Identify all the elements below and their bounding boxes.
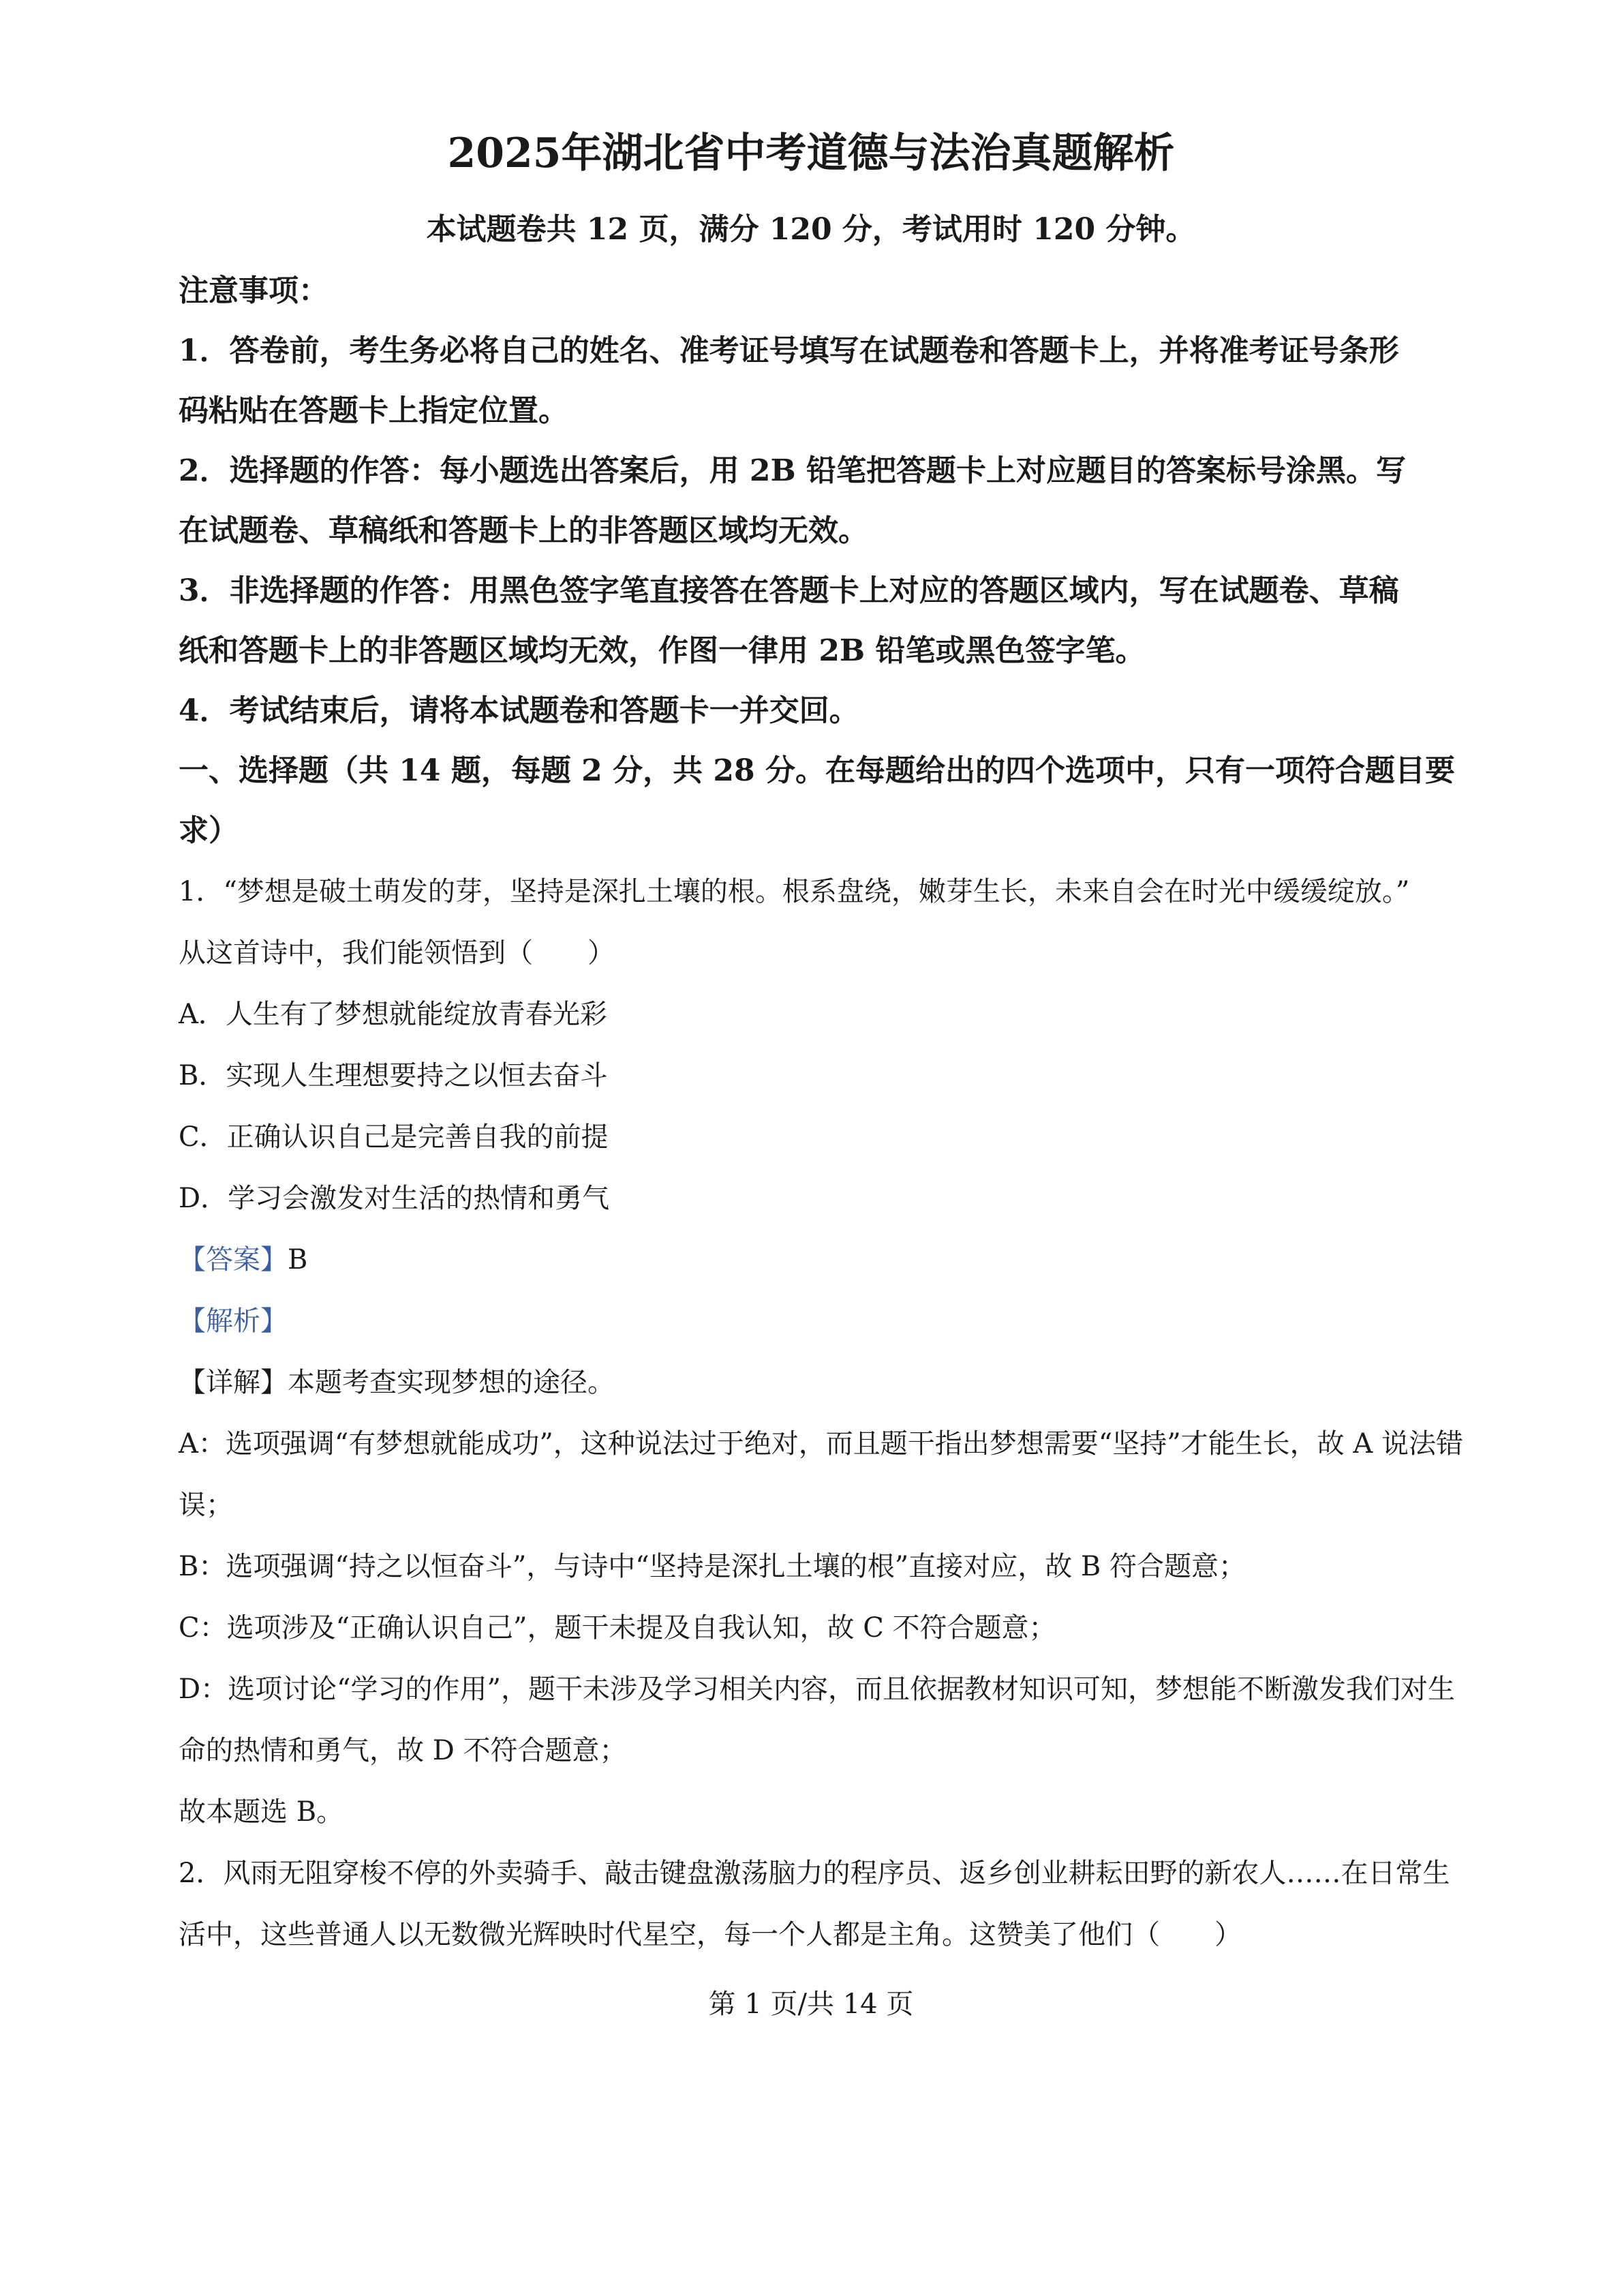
q2-stem: 2．风雨无阻穿梭不停的外卖骑手、敲击键盘激荡脑力的程序员、返乡创业耕耘田野的新农人……在日常生: [179, 1858, 1450, 1889]
notice-line: 纸和答题卡上的非答题区域均无效，作图一律用 2B 铅笔或黑色签字笔。: [179, 633, 1146, 668]
q1-detail: 【详解】本题考查实现梦想的途径。: [179, 1367, 615, 1398]
q1-option-b: B．实现人生理想要持之以恒去奋斗: [179, 1060, 608, 1091]
notice-line: 2．选择题的作答：每小题选出答案后，用 2B 铅笔把答题卡上对应题目的答案标号涂黑。写: [179, 453, 1407, 488]
answer-value: B: [288, 1244, 308, 1275]
q1-explanation-d-cont: 命的热情和勇气，故 D 不符合题意；: [179, 1735, 627, 1766]
q1-explanation-d: D：选项讨论“学习的作用”，题干未涉及学习相关内容，而且依据教材知识可知，梦想能不断激发我们对生: [179, 1674, 1455, 1705]
q1-conclusion: 故本题选 B。: [179, 1796, 344, 1828]
notice-line: 1．答卷前，考生务必将自己的姓名、准考证号填写在试题卷和答题卡上，并将准考证号条形: [179, 333, 1399, 368]
notice-line: 3．非选择题的作答：用黑色签字笔直接答在答题卡上对应的答题区域内，写在试题卷、草稿: [179, 573, 1399, 608]
q1-option-d: D．学习会激发对生活的热情和勇气: [179, 1183, 610, 1214]
q1-answer: [179, 1246, 307, 1273]
exam-info: 本试题卷共 12 页，满分 120 分，考试用时 120 分钟。: [426, 212, 1196, 247]
q1-stem-cont: 从这首诗中，我们能领悟到（ ）: [179, 937, 615, 969]
q2-stem-cont: 活中，这些普通人以无数微光辉映时代星空，每一个人都是主角。这赞美了他们（ ）: [179, 1919, 1242, 1950]
section-heading: 一、选择题（共 14 题，每题 2 分，共 28 分。在每题给出的四个选项中，只有一项符合题目要: [179, 753, 1455, 788]
q1-explanation-b: B：选项强调“持之以恒奋斗”，与诗中“坚持是深扎土壤的根”直接对应，故 B 符合题意；: [179, 1551, 1246, 1582]
analysis-label: 【解析】: [179, 1305, 288, 1337]
notice-line: 在试题卷、草稿纸和答题卡上的非答题区域均无效。: [179, 513, 868, 548]
q1-option-c: C．正确认识自己是完善自我的前提: [179, 1121, 609, 1153]
q1-stem: 1．“梦想是破土萌发的芽，坚持是深扎土壤的根。根系盘绕，嫩芽生长，未来自会在时光中缓缓绽放。”: [179, 876, 1410, 907]
q1-explanation-c: C：选项涉及“正确认识自己”，题干未提及自我认知，故 C 不符合题意；: [179, 1612, 1056, 1644]
page-footer: 第 1 页/共 14 页: [708, 1989, 914, 2020]
notice-heading: 注意事项：: [179, 273, 328, 308]
q1-explanation-a: A：选项强调“有梦想就能成功”，这种说法过于绝对，而且题干指出梦想需要“坚持”才能生长，故 A 说法错: [179, 1428, 1463, 1460]
notice-line: 码粘贴在答题卡上指定位置。: [179, 393, 568, 428]
answer-label: 【答案】: [179, 1244, 288, 1275]
page-title: 2025年湖北省中考道德与法治真题解析: [447, 130, 1175, 177]
notice-line: 4．考试结束后，请将本试题卷和答题卡一并交回。: [179, 693, 859, 728]
q1-explanation-a-cont: 误；: [179, 1490, 233, 1521]
q1-option-a: A．人生有了梦想就能绽放青春光彩: [179, 999, 607, 1030]
section-heading-cont: 求）: [179, 813, 239, 848]
